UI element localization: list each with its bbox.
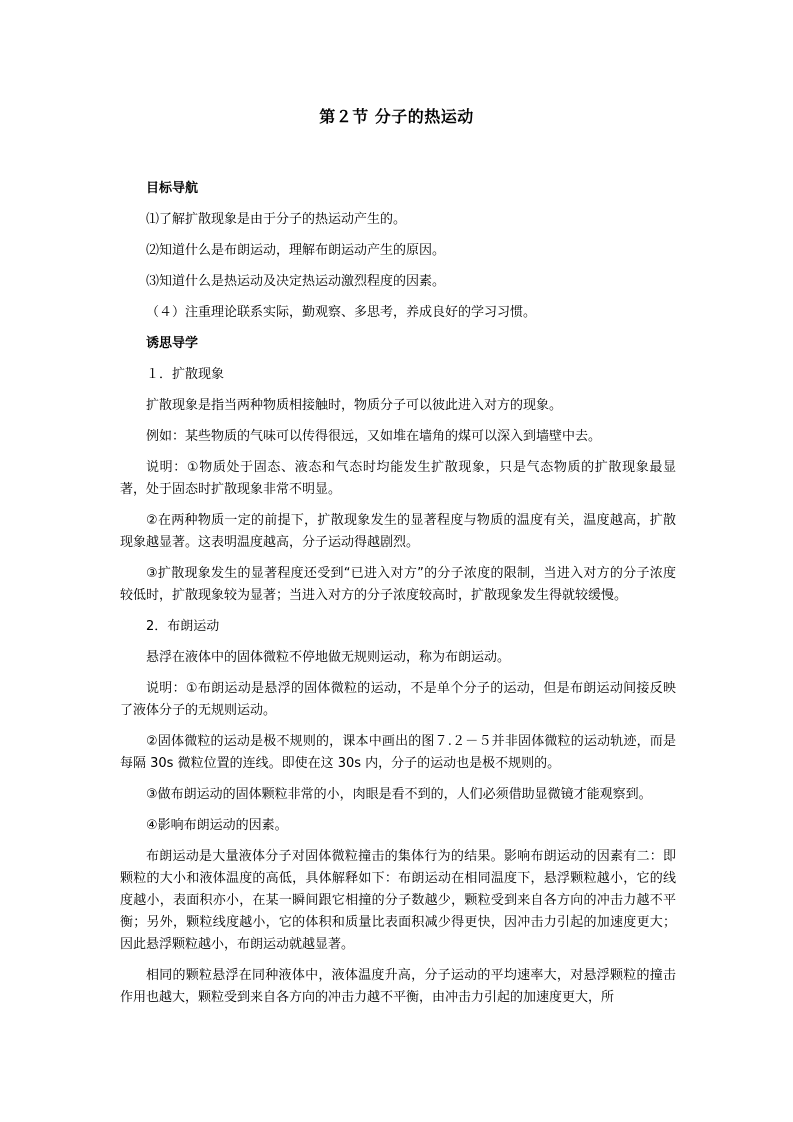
paragraph: ③扩散现象发生的显著程度还受到“已进入对方”的分子浓度的限制，当进入对方的分子浓度较低时，扩散现象较为显著；当进入对方的分子浓度较高时，扩散现象发生得就较缓慢。: [120, 566, 676, 603]
paragraph: 布朗运动是大量液体分子对固体微粒撞击的集体行为的结果。影响布朗运动的因素有二：即颗粒的大小和液体温度的高低，具体解释如下：布朗运动在相同温度下，悬浮颗粒越小，它的线度越小，表面积亦小，在某一瞬间跟它相撞的分子数越少，颗粒受到来自各方向的冲击力越不平衡；另外，颗粒线度越小，它的体积和质量比表面积减少得更快，因冲击力引起的加速度更大；因此悬浮颗粒越小，布朗运动就越显著。: [120, 849, 676, 952]
paragraph: ③做布朗运动的固体颗粒非常的小，肉眼是看不到的，人们必须借助显微镜才能观察到。: [146, 787, 652, 802]
paragraph: 说明：①物质处于固态、液态和气态时均能发生扩散现象，只是气态物质的扩散现象最显著，处于固态时扩散现象非常不明显。: [120, 460, 676, 497]
paragraph: ④影响布朗运动的因素。: [146, 818, 288, 833]
goal-item: （４）注重理论联系实际，勤观察、多思考，养成良好的学习习惯。: [146, 305, 537, 320]
goal-item: ⑶知道什么是热运动及决定热运动激烈程度的因素。: [146, 274, 446, 289]
paragraph: 悬浮在液体中的固体微粒不停地做无规则运动，称为布朗运动。: [146, 650, 511, 665]
subsection-title-brownian: 2．布朗运动: [146, 619, 220, 634]
page-title: 第２节 分子的热运动: [319, 107, 474, 126]
paragraph: 扩散现象是指当两种物质相接触时，物质分子可以彼此进入对方的现象。: [146, 398, 563, 413]
subsection-title-diffusion: １．扩散现象: [146, 367, 225, 382]
document-body: [120, 178, 676, 1018]
paragraph: ②在两种物质一定的前提下，扩散现象发生的显著程度与物质的温度有关，温度越高，扩散现象越显著。这表明温度越高，分子运动得越剧烈。: [120, 513, 676, 550]
paragraph: 相同的颗粒悬浮在同种液体中，液体温度升高，分子运动的平均速率大，对悬浮颗粒的撞击作用也越大，颗粒受到来自各方向的冲击力越不平衡，由冲击力引起的加速度更大，所: [120, 968, 676, 1005]
section-heading-guide: 诱思导学: [146, 336, 199, 351]
goal-item: ⑵知道什么是布朗运动，理解布朗运动产生的原因。: [146, 243, 446, 258]
paragraph: 说明：①布朗运动是悬浮的固体微粒的运动，不是单个分子的运动，但是布朗运动间接反映了液体分子的无规则运动。: [120, 681, 676, 718]
paragraph: ②固体微粒的运动是极不规则的，课本中画出的图７.２－５并非固体微粒的运动轨迹，而是每隔 30s 微粒位置的连线。即使在这 30s 内，分子的运动也是极不规则的。: [120, 734, 676, 771]
paragraph: 例如：某些物质的气味可以传得很远，又如堆在墙角的煤可以深入到墙壁中去。: [146, 429, 602, 444]
section-heading-goals: 目标导航: [146, 181, 199, 196]
goal-item: ⑴了解扩散现象是由于分子的热运动产生的。: [146, 212, 407, 227]
